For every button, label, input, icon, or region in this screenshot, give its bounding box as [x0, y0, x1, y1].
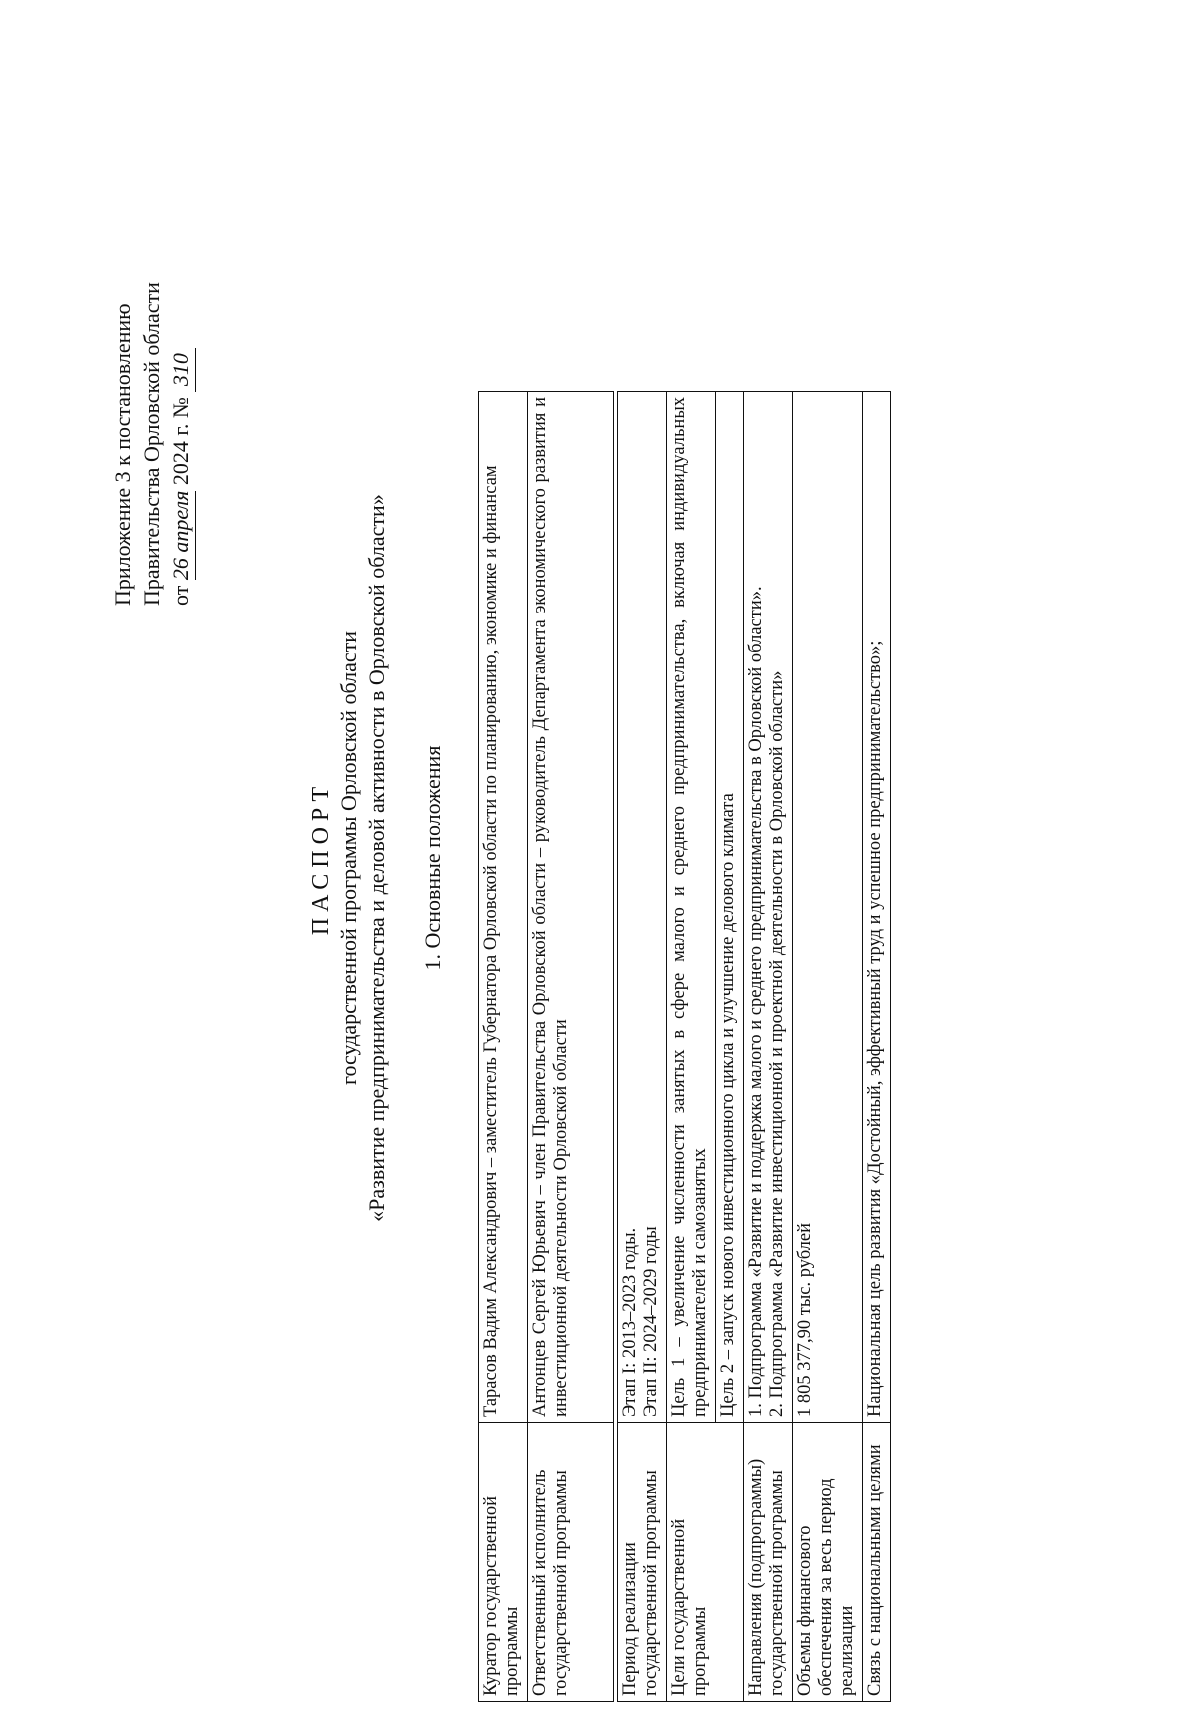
- table-row: [863, 392, 891, 1702]
- table-cell-label: Куратор государственной программы: [479, 1423, 528, 1702]
- table-row: [528, 392, 614, 1702]
- passport-heading: ПАСПОРТ: [308, 780, 334, 936]
- table-cell-value: 1 805 377,90 тыс. рублей: [793, 392, 863, 1423]
- appendix-line-2: Правительства Орловской области: [139, 282, 164, 606]
- table-cell-label: Направления (подпрограммы) государственной программы: [744, 1423, 793, 1702]
- period-stage-1: Этап I: 2013–2023 годы.: [620, 1227, 640, 1417]
- direction-1: 1. Подпрограмма «Развитие и поддержка малого и среднего предпринимательства в Орловской области».: [746, 586, 766, 1417]
- table-row: [667, 392, 716, 1702]
- table-cell-label: Период реализации государственной программы: [618, 1423, 667, 1702]
- table-cell-label: Ответственный исполнитель государственной программы: [528, 1423, 614, 1702]
- appendix-line-1: Приложение 3 к постановлению: [110, 303, 135, 606]
- table-cell-label: Связь с национальными целями: [863, 1423, 891, 1702]
- table-row: [744, 392, 793, 1702]
- table-cell-value: Цель 2 – запуск нового инвестиционного цикла и улучшение делового климата: [716, 392, 744, 1423]
- responsible-table: [478, 391, 614, 1702]
- appendix-line-3: [166, 126, 196, 606]
- appendix-date-prefix: от: [168, 585, 193, 606]
- table-row: [793, 392, 863, 1702]
- table-cell-value: Цель 1 – увеличение численности занятых в сфере малого и среднего предпринимательства, включая индивидуальных предпринимателей и самозанятых: [667, 392, 716, 1423]
- main-provisions-table: [617, 391, 891, 1702]
- table-cell-value: [744, 392, 793, 1423]
- table-cell-value: [618, 392, 667, 1423]
- program-subtitle: государственной программы Орловской области: [336, 631, 361, 1085]
- table-cell-value: Тарасов Вадим Александрович – заместитель Губернатора Орловской области по планированию, экономике и финансам: [479, 392, 528, 1423]
- direction-2: 2. Подпрограмма «Развитие инвестиционной и проектной деятельности в Орловской области»: [767, 670, 787, 1417]
- program-name: «Развитие предпринимательства и деловой активности в Орловской области»: [364, 494, 389, 1222]
- table-cell-value: Антонцев Сергей Юрьевич – член Правительства Орловской области – руководитель Департамента экономического развития и инвестиционной деятельности Орловской области: [528, 392, 614, 1423]
- appendix-year-number: 2024 г. №: [168, 397, 193, 486]
- table-cell-value: Национальная цель развития «Достойный, эффективный труд и успешное предпринимательство»;: [863, 392, 891, 1423]
- table-row: [618, 392, 667, 1702]
- section-title: 1. Основные положения: [420, 745, 445, 971]
- period-stage-2: Этап II: 2024–2029 годы: [641, 1226, 661, 1417]
- handwritten-date: 26 апреля: [166, 491, 196, 581]
- table-cell-label: Объемы финансового обеспечения за весь период реализации: [793, 1423, 863, 1702]
- table-cell-label: Цели государственной программы: [667, 1423, 744, 1702]
- table-row: [479, 392, 528, 1702]
- handwritten-number: 310: [166, 348, 196, 392]
- appendix-header: [108, 126, 196, 606]
